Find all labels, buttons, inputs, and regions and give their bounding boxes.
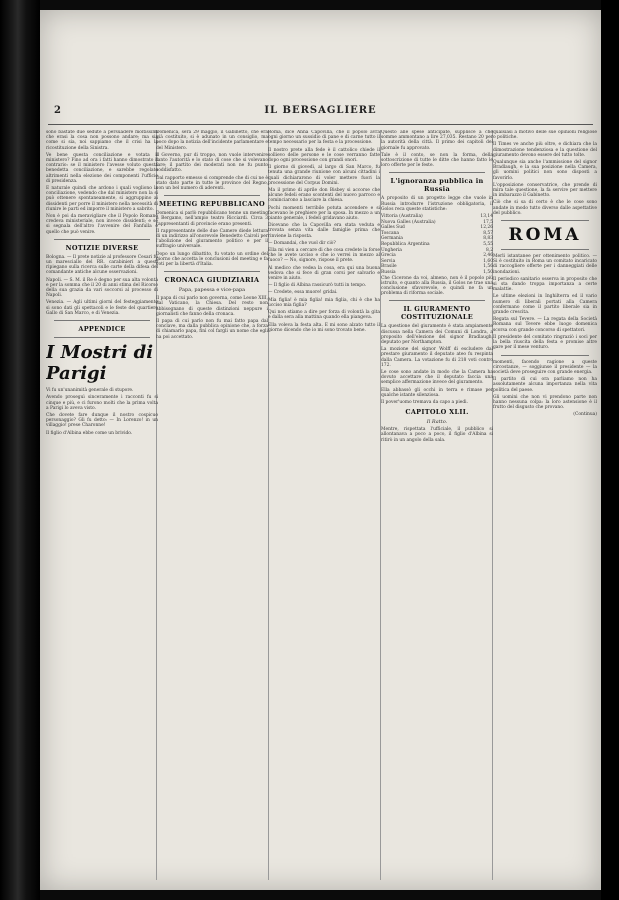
paragraph: Domenica, sera 29 maggio, il Gabinetto, che era già costituito, si è adunato in un consiglio, ma poco dopo la notizia dell'incidente parlamentare e del Ministero.	[156, 130, 268, 151]
paragraph: Pochi momenti terribile potuta accendere e si facevano le preghiere per la sposa. In mezzo a un pianto generale, i fedeli gridavano aiuto.	[268, 205, 380, 222]
paragraph: Dal rapporto emesso si comprende che di cui ne è stato dato parte in tutte le province del Regno, con un bel numero di aderenti.	[156, 175, 268, 192]
country-cell: Germania	[381, 236, 403, 242]
section-rule	[501, 220, 589, 221]
page-header	[40, 105, 601, 123]
paragraph: — Domandai, che vuol dir ciò?	[268, 240, 336, 246]
paragraph: Il rappresentante delle due Camere diede lettura di un indirizzo all'onorevole Benedetto Cairoli per l'abolizione del giuramento politico e per il suffragio universale.	[156, 228, 268, 250]
section-rule	[54, 320, 150, 321]
section-heading: L'ignoranza pubblica in Russia	[390, 177, 484, 194]
value-cell: 8,57	[483, 230, 493, 236]
paragraph: Che dovete fare dunque il nostro cospicuo personaggio? Gli fu detto: — In Lorenzo! in un villaggio! prese Charonne!	[46, 412, 158, 429]
paragraph: E naturale quindi che ardono i quali vogliono la conciliazione, vedendo che dal ministero non la si può ottenere spontaneamente, si aggruppino ai dissidenti per porre il ministero nella necessità di riunire le parti ed imporre il ministero a sabrito.	[46, 186, 158, 212]
paragraph: Dicevano che la Capovilla era stata veduta e trovata senza vita dalle famiglie prima che rinviene la risposta.	[268, 223, 380, 239]
section-rule	[389, 172, 485, 173]
country-cell: Brasile	[381, 264, 397, 270]
section-rule	[54, 337, 150, 338]
paragraph: Questo alle spese anticipate, supplisce a che somme ammontano a lire 27,035. Restano 20 per la autorità della città. Il primo dei capitoli del giornale fu approvato.	[381, 130, 493, 151]
value-cell: 5,55	[483, 242, 493, 247]
paragraph: Ve bene questa conciliazione e votata il ministero? Fino ad ora i fatti hanno dimostrato il contrario: se il ministero l'avesse voluto questa benedetta conciliazione, e sarebbe regolato altrimenti nella elezione dei componenti l'ufficio di presidenza.	[46, 152, 158, 184]
page-number: 2	[54, 105, 61, 116]
value-cell: 1,60	[483, 258, 493, 264]
country-cell: Russia	[381, 269, 396, 275]
value-cell: 2,46	[483, 253, 493, 259]
paragraph: Al medico che vedea la cosa, era qui una buona vedova che si fece di gran corsi per salvarlo e venire in aiuto.	[268, 265, 380, 282]
paragraph: Il figlio d'Albina ebbe come un brivido.	[46, 430, 133, 436]
section-rule	[164, 271, 260, 272]
paragraph: Il Governo, pur di troppo, non vuole intervenire tanto l'autorità e lo stato di cose che si volevano fare; il partito dei moderati non ne fu punto soddisfatto.	[156, 152, 268, 174]
paragraph: momenti, facendo ragione a queste circostanze, — soggiunse il presidente — la società deve proseguire con grande energia.	[493, 359, 597, 375]
paragraph: Il pover'uomo tremava da capo a piedi.	[381, 400, 468, 406]
section-rule	[54, 239, 150, 240]
paragraph: Il partito di cui ora parliamo non ha assolutamente alcuna importanza nella vita politica del paese.	[493, 377, 597, 393]
chapter-heading: CAPITOLO XLII.	[405, 408, 469, 417]
column-1	[46, 130, 158, 880]
paragraph: Merli istantanee per ottenimento politico. — Si è costituito in Roma un comitato incaricato di raccogliere offerte per i danneggiati delle inondazioni.	[493, 254, 597, 275]
value-cell: 1,50	[483, 269, 493, 275]
paragraph: Qui non stiamo a dire per forza di volontà la gita e dalla sera alla mattina quando ella piangeva.	[268, 310, 380, 321]
paragraph: Ma il primo di aprile don Bisbey si accorse che alcune fedeli erano scontenti del nuovo parroco e cominciarono a lasciare la chiesa.	[268, 188, 380, 204]
country-cell: Nuova Galles (Australia)	[381, 219, 436, 225]
paragraph: Ciò che si sa di certo è che le cose sono andate in modo tutto diverso dalle aspettative del pubblico.	[493, 200, 597, 216]
paragraph: La mozione del signor Wolff di escludere dal prestare giuramento il deputato ateo fu respinta dalla Camera. La votazione fu di 218 voti contro 172.	[381, 347, 493, 368]
country-cell: Vittoria (Australia)	[381, 214, 423, 220]
continua-note: (Continua)	[573, 412, 597, 418]
paragraph: Le cose sono andate in modo che la Camera ha dovuto accettare che il deputato faccia una semplice affermazione invece del giuramento.	[381, 370, 493, 386]
paragraph: Che Cicerone da voi, almeno, non è il popolo più istruito, e quanto alla Russia, il Golos ne trae una conclusione sfavorevole, e quindi ne fa un problema di riforma sociale.	[381, 275, 493, 297]
paragraph: Il nostro prete alla fede è il cattolico chiede il sollievo delle persone e le cose verranno fatte dopo ogni processione con grandi onori.	[268, 147, 380, 164]
paragraph: Il Times ve anche più oltre, e dichiara che la dimostrazione tendenziosa e la questione del giuramento devono essere del tutto tolte.	[493, 142, 597, 158]
paragraph: — Il figlio di Albina rassicurò tutti in tempo.	[268, 283, 367, 289]
paragraph: Il papa di cui parlo non fu mai fatto papa dal conclave, ma dalla pubblica opinione che, a forza di chiamarlo papa, finì col fargli un nome che egli ha poi accettato.	[156, 319, 268, 340]
serial-title: I Mostri di Parigi	[46, 342, 154, 385]
header-rule	[48, 124, 593, 125]
paragraph: Il giorno di giovedì, al largo di San Marco, fu tenuta una grande riunione con alcuni cittadini i quali dichiararono di voler mettere fuori la processione del Corpus Domini.	[268, 165, 380, 186]
paragraph: Tale è il conto, se non la forma, della sottoscrizione di tutte le ditte che hanno fatto le loro offerte per le feste.	[381, 152, 493, 169]
section-heading-roma: ROMA	[508, 225, 582, 246]
paragraph: Mia figlia! è mia figlia! mia figlia, chi è che ha ucciso mia figlia?	[268, 297, 380, 308]
country-cell: Ungheria	[381, 247, 402, 253]
paragraph: Ella mi vien a cercare di che cosa credete la forse che le avete ucciso e che io verrei in mezzo al fuoco? — No, signore, rispose il prete.	[268, 248, 380, 264]
literacy-table	[381, 214, 493, 276]
column-4	[381, 130, 493, 880]
paragraph: Il presidente del comitato ringraziò i soci per la bella riuscita della festa e promise altre gare per il mese venturo.	[493, 334, 597, 351]
column-5	[493, 130, 597, 880]
country-cell: Toscana	[381, 230, 400, 236]
section-heading: CRONACA GIUDIZIARIA	[164, 276, 260, 285]
section-subheading: Papa, papessa e vice-papa	[178, 287, 246, 294]
paragraph: Venezia. — Agli ultimi giorni del festeggiamento si sono dati gli spettacoli e le feste del quartiere Gallo di San Marco, e di Venezia.	[46, 300, 158, 316]
value-cell: 13,14	[480, 214, 493, 220]
paragraph: sono bastate due sedute a persuadere moltissimi che erasi la cosa non possono andare; ma sia come si sia, noi sappiamo che il crisi ha la ricostituzione della Sinistra.	[46, 130, 158, 151]
column-3	[268, 130, 380, 880]
country-cell: Galles Sud	[381, 225, 405, 231]
section-heading: MEETING REPUBBLICANO	[158, 200, 266, 209]
paragraph: Non è poi da meravigliare che il Popolo Romano credeva ministeriale, non invece dissidenti; e se si segnala dell'altro l'avvenire del Fanfulla e quello che può venire.	[46, 214, 158, 235]
paragraph: Napoli. — S. M. il Re è degno per sua alta volontà e per la somma che il 20 di anni stima del Ricorso della sua grazia da vari soccorsi al processo di Napoli.	[46, 277, 158, 299]
paragraph: Avendo proseguì sinceramente i racconti fu si cinque e più, e ci furono molti che la prima volta a Parigi lo aveva visto.	[46, 395, 158, 411]
appendix-heading: APPENDICE	[78, 325, 126, 334]
paragraph: Vi fu un'unanimità generale di stupore.	[46, 388, 134, 394]
paragraph: qualsiasi a motivo delle sue opinioni religiose o politiche.	[493, 130, 597, 141]
paragraph: — Credete, essa muore! gridai.	[268, 290, 338, 296]
paragraph: Bologna. — Il prete notizie al professore Cesari fu un maresciallo del RR. carabinieri a questi ripiegano sulla ricerca sulle carte della difesa del comandante antiche alcune osservazioni.	[46, 254, 158, 276]
paragraph: Ella voleva la festa alta. E mi sono alzato tutto il giorno dicendo che io mi sono trovato bene.	[268, 322, 380, 333]
value-cell: 1,56	[483, 264, 493, 270]
section-rule	[164, 195, 260, 196]
paragraph: Qualunque sia anche l'ammissione del signor Bradlaugh, e la sua posizione nella Camera, gli uomini politici non sono disposti a favorirlo.	[493, 160, 597, 181]
column-2	[156, 130, 268, 880]
paragraph: Mentre, rispettata l'ufficiale, il pubblico si allontanava a poco a poco, il figlio d'Albina si ritirò in un angolo della sala.	[381, 427, 493, 443]
scan-edge	[601, 0, 619, 900]
book-binding	[0, 0, 40, 900]
section-rule	[389, 300, 485, 301]
country-cell: Servia	[381, 258, 396, 264]
value-cell: 12,26	[480, 225, 493, 231]
country-cell: Repubblica Argentina	[381, 242, 430, 247]
section-rule	[501, 355, 589, 356]
section-rule	[501, 249, 589, 250]
newspaper-title: IL BERSAGLIERE	[264, 105, 377, 116]
value-cell: 17,5	[483, 219, 493, 225]
paragraph: Roma, dice Anna Capovilla, che il popolo avrà ogni giorno un sussidio di pane e di carne tutto il tempo necessario per la festa e la processione.	[268, 130, 380, 146]
paragraph: Le ultime elezioni in Inghilterra ed il vario numero di liberali portati alla Camera confermano come il partito liberale sia in grande crescita.	[493, 294, 597, 316]
paragraph: Gli uomini che non vi prendono parte non hanno nessuna colpa: la loro astensione è il frutto del disgusto che provano.	[493, 394, 597, 411]
newspaper-page	[40, 10, 601, 890]
paragraph: Dopo un lungo dibattito, fu votato un ordine del giorno che accetta le conclusioni del meeting e fa voti per la libertà d'Italia.	[156, 251, 268, 268]
paragraph: A proposito di un progetto legge che vuole in Russia introdurre l'istruzione obbligatoria, il Golos reca queste statistiche:	[381, 196, 493, 212]
value-cell: 8,2	[486, 247, 493, 253]
paragraph: Domenica si parlò repubblicano tenne un meeting a Bergamo, nell'ampio teatro Ricciardi. Circa 3 rappresentanti di provincie erano presenti.	[156, 211, 268, 227]
paragraph: L'opposizione conservatrice, che prende di mira tale questione, la fa servire per mettere in imbarazzo il Gabinetto.	[493, 182, 597, 199]
section-heading: NOTIZIE DIVERSE	[65, 243, 139, 252]
paragraph: Il periodico sanitario osserva in proposito che si sta dando troppa importanza a certe malattie.	[493, 276, 597, 293]
value-cell: 8,83	[483, 236, 493, 242]
paragraph: Ella abbassò gli occhi in terra e rimase per qualche istante silenziosa.	[381, 387, 493, 398]
country-cell: Grecia	[381, 253, 396, 259]
chapter-subtitle: Il Ratto.	[426, 419, 448, 426]
paragraph: Il papa di cui parlo non governa, come Leone XIII, dal Vaticano, la Chiesa. Del resto non abbisognano di queste distinzioni neppure i giornalisti che fanno della cronaca.	[156, 296, 268, 317]
paragraph: La questione del giuramento è stata ampiamente discussa nella Camera dei Comuni di Londra, a proposito dell'elezione del signor Bradlaugh, deputato per Northampton.	[381, 324, 493, 345]
paragraph: Regata sul Tevere. — La regata della Società Romana sul Tevere ebbe luogo domenica scorsa con grande concorso di spettatori.	[493, 317, 597, 333]
section-heading: IL GIURAMENTO COSTITUZIONALE	[400, 305, 474, 322]
